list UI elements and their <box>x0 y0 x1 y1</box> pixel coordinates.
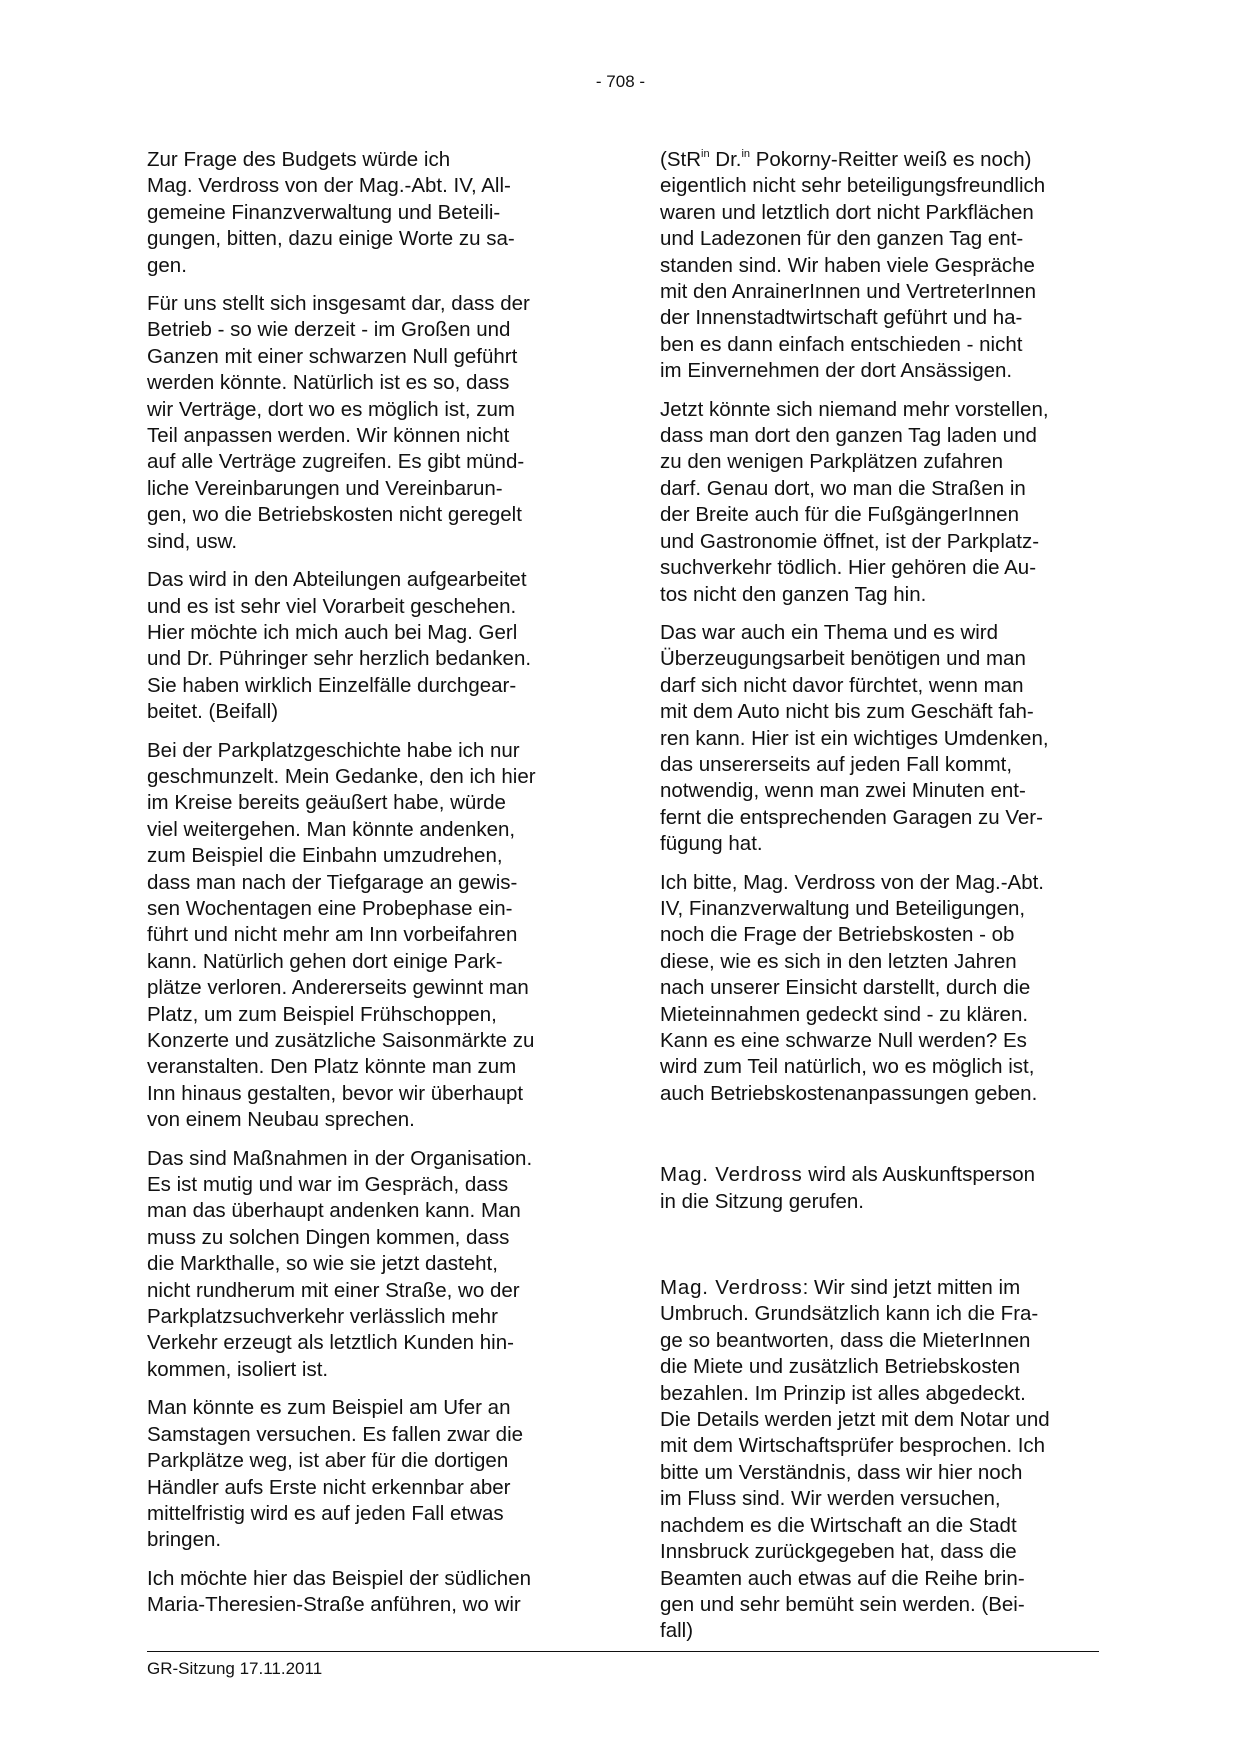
text-line: Betrieb - so wie derzeit - im Großen und <box>147 318 511 342</box>
spacer <box>660 1227 1105 1275</box>
text-line: die Miete und zusätzlich Betriebskosten <box>660 1355 1021 1379</box>
text-line: die Markthalle, so wie sie jetzt dasteht, <box>147 1252 498 1276</box>
text-line: darf. Genau dort, wo man die Straßen in <box>660 476 1026 500</box>
text-line: Für uns stellt sich insgesamt dar, dass der <box>147 292 530 316</box>
text-line: muss zu solchen Dingen kommen, dass <box>147 1225 510 1249</box>
text-line: Bei der Parkplatzgeschichte habe ich nur <box>147 738 520 762</box>
text-line: Innsbruck zurückgegeben hat, dass die <box>660 1540 1017 1564</box>
text-line: Das wird in den Abteilungen aufgearbeitet <box>147 568 527 592</box>
text-line: Ich bitte, Mag. Verdross von der Mag.-Abt. <box>660 870 1044 894</box>
text-line: fall) <box>660 1619 694 1643</box>
statement-verdross <box>660 1275 1105 1645</box>
text-line: im Einvernehmen der dort Ansässigen. <box>660 359 1013 383</box>
text-line: und Gastronomie öffnet, ist der Parkplatz- <box>660 529 1040 553</box>
text-line: darf sich nicht davor fürchtet, wenn man <box>660 673 1024 697</box>
text-fragment: Pokorny-Reitter weiß es noch) <box>750 148 1032 171</box>
text-line: und Dr. Pühringer sehr herzlich bedanken. <box>147 647 532 671</box>
paragraph-rethinking <box>660 620 1105 858</box>
text-fragment: : Wir sind jetzt mitten im <box>802 1276 1021 1300</box>
text-line: bitte um Verständnis, dass wir hier noch <box>660 1460 1023 1484</box>
text-line: Jetzt könnte sich niemand mehr vorstellen, <box>660 397 1049 421</box>
paragraph-black-zero <box>147 291 592 555</box>
paragraph-loading-zones <box>660 397 1105 608</box>
notice-called-in <box>660 1162 1105 1215</box>
paragraph-example-street <box>147 1566 592 1619</box>
text-line: Umbruch. Grundsätzlich kann ich die Fra- <box>660 1302 1039 1326</box>
text-line: noch die Frage der Betriebskosten - ob <box>660 923 1015 947</box>
footer-session-date: GR-Sitzung 17.11.2011 <box>147 1659 323 1678</box>
speaker-name: Mag. Verdross <box>660 1163 803 1187</box>
text-line: der Breite auch für die FußgängerInnen <box>660 503 1019 527</box>
text-line: fernt die entsprechenden Garagen zu Ver- <box>660 805 1043 829</box>
text-line: Konzerte und zusätzliche Saisonmärkte zu <box>147 1029 535 1052</box>
text-line: sen Wochentagen eine Probephase ein- <box>147 896 513 920</box>
text-line: mittelfristig wird es auf jeden Fall etwas <box>147 1501 504 1525</box>
text-line: bringen. <box>147 1528 222 1552</box>
text-line: der Innenstadtwirtschaft geführt und ha- <box>660 306 1023 330</box>
page-number: - 708 - <box>595 72 646 91</box>
text-fragment: (StR <box>660 148 701 171</box>
text-line: sind, usw. <box>147 529 238 553</box>
text-line: man das überhaupt andenken kann. Man <box>147 1199 521 1223</box>
text-line: viel weitergehen. Man könnte andenken, <box>147 817 516 841</box>
text-line: auch Betriebskostenanpassungen geben. <box>660 1081 1038 1105</box>
text-line: Mieteinnahmen gedeckt sind - zu klären. <box>660 1002 1029 1026</box>
left-column <box>147 147 592 1631</box>
right-column <box>660 147 1105 1657</box>
text-line: zum Beispiel die Einbahn umzudrehen, <box>147 844 503 868</box>
text-line: nachdem es die Wirtschaft an die Stadt <box>660 1513 1017 1537</box>
text-line: zu den wenigen Parkplätzen zufahren <box>660 450 1004 474</box>
text-line <box>660 1162 1105 1188</box>
text-line: veranstalten. Den Platz könnte man zum <box>147 1055 517 1079</box>
text-line: beitet. (Beifall) <box>147 700 279 724</box>
text-line: wir Verträge, dort wo es möglich ist, zum <box>147 397 515 421</box>
text-line: mit dem Auto nicht bis zum Geschäft fah- <box>660 700 1034 724</box>
text-line: das unsererseits auf jeden Fall kommt, <box>660 752 1013 776</box>
superscript: in <box>701 148 710 160</box>
text-line: gen, wo die Betriebskosten nicht geregelt <box>147 503 522 527</box>
text-line: plätze verloren. Andererseits gewinnt man <box>147 976 529 1000</box>
paragraph-budget-request <box>147 147 592 279</box>
text-line: ren kann. Hier ist ein wichtiges Umdenken, <box>660 726 1049 750</box>
text-line: ge so beantworten, dass die MieterInnen <box>660 1328 1031 1352</box>
text-line: fügung hat. <box>660 832 763 856</box>
text-line: Parkplätze weg, ist aber für die dortigen <box>147 1449 509 1473</box>
text-line: Beamten auch etwas auf die Reihe brin- <box>660 1566 1025 1590</box>
paragraph-parking <box>147 738 592 1134</box>
text-line: auf alle Verträge zugreifen. Es gibt münd- <box>147 450 525 474</box>
text-line: Man könnte es zum Beispiel am Ufer an <box>147 1396 511 1420</box>
text-line: suchverkehr tödlich. Hier gehören die Au- <box>660 556 1037 580</box>
text-line: Händler aufs Erste nicht erkennbar aber <box>147 1475 511 1499</box>
text-line: Kann es eine schwarze Null werden? Es <box>660 1029 1027 1052</box>
text-line: gemeine Finanzverwaltung und Beteili- <box>147 200 501 224</box>
text-line: kann. Natürlich gehen dort einige Park- <box>147 949 503 973</box>
text-line: bezahlen. Im Prinzip ist alles abgedeckt. <box>660 1381 1026 1405</box>
paragraph-departments <box>147 567 592 725</box>
text-line: werden könnte. Natürlich ist es so, dass <box>147 371 510 395</box>
text-line: eigentlich nicht sehr beteiligungsfreundlich <box>660 174 1046 198</box>
text-line: führt und nicht mehr am Inn vorbeifahren <box>147 923 518 947</box>
text-line: nach unserer Einsicht darstellt, durch die <box>660 976 1031 1000</box>
text-line: Maria-Theresien-Straße anführen, wo wir <box>147 1593 521 1617</box>
text-line: wird zum Teil natürlich, wo es möglich ist, <box>660 1055 1035 1079</box>
text-fragment: Dr. <box>709 148 742 171</box>
text-line: notwendig, wenn man zwei Minuten ent- <box>660 779 1026 803</box>
text-line: standen sind. Wir haben viele Gespräche <box>660 253 1035 277</box>
text-line: Teil anpassen werden. Wir können nicht <box>147 424 510 448</box>
paragraph-operating-costs <box>660 870 1105 1108</box>
text-line <box>660 147 1105 173</box>
text-line: von einem Neubau sprechen. <box>147 1108 415 1132</box>
text-line: und es ist sehr viel Vorarbeit geschehen. <box>147 594 517 618</box>
text-line: IV, Finanzverwaltung und Beteiligungen, <box>660 896 1026 920</box>
text-line: mit den AnrainerInnen und VertreterInnen <box>660 280 1037 304</box>
text-line: Hier möchte ich mich auch bei Mag. Gerl <box>147 620 518 644</box>
text-line: im Kreise bereits geäußert habe, würde <box>147 791 506 815</box>
text-line: gen. <box>147 253 187 277</box>
text-line: tos nicht den ganzen Tag hin. <box>660 582 927 606</box>
text-line: Mag. Verdross von der Mag.-Abt. IV, All- <box>147 174 511 198</box>
text-line: Sie haben wirklich Einzelfälle durchgear- <box>147 673 517 697</box>
text-line: in die Sitzung gerufen. <box>660 1189 864 1213</box>
text-line: diese, wie es sich in den letzten Jahren <box>660 949 1017 973</box>
spacer <box>660 1119 1105 1162</box>
paragraph-continuation <box>660 147 1105 385</box>
text-fragment: wird als Auskunftsperson <box>802 1163 1036 1187</box>
text-line: Verkehr erzeugt als letztlich Kunden hin- <box>147 1331 514 1355</box>
speaker-name: Mag. Verdross <box>660 1276 803 1300</box>
text-line: waren und letztlich dort nicht Parkflächen <box>660 200 1034 224</box>
text-line: kommen, isoliert ist. <box>147 1357 329 1381</box>
text-line: Samstagen versuchen. Es fallen zwar die <box>147 1422 524 1446</box>
text-line: Überzeugungsarbeit benötigen und man <box>660 647 1026 671</box>
text-line: gungen, bitten, dazu einige Worte zu sa- <box>147 227 515 251</box>
text-line: ben es dann einfach entschieden - nicht <box>660 332 1023 356</box>
text-line: Zur Frage des Budgets würde ich <box>147 148 451 171</box>
text-line: mit dem Wirtschaftsprüfer besprochen. Ich <box>660 1434 1046 1458</box>
text-line: und Ladezonen für den ganzen Tag ent- <box>660 227 1024 251</box>
text-line: Inn hinaus gestalten, bevor wir überhaupt <box>147 1081 524 1105</box>
text-line: liche Vereinbarungen und Vereinbarun- <box>147 476 503 500</box>
superscript: in <box>741 148 751 160</box>
text-line: Die Details werden jetzt mit dem Notar und <box>660 1408 1050 1432</box>
text-line: Parkplatzsuchverkehr verlässlich mehr <box>147 1305 498 1329</box>
text-line: geschmunzelt. Mein Gedanke, den ich hier <box>147 764 536 788</box>
text-line: Ich möchte hier das Beispiel der südlichen <box>147 1566 532 1590</box>
text-line: Ganzen mit einer schwarzen Null geführt <box>147 344 518 368</box>
text-line: Es ist mutig und war im Gespräch, dass <box>147 1173 509 1197</box>
text-line: Das sind Maßnahmen in der Organisation. <box>147 1146 533 1170</box>
paragraph-saturday-trial <box>147 1395 592 1553</box>
text-line: dass man dort den ganzen Tag laden und <box>660 424 1037 448</box>
footer-divider <box>147 1651 1099 1652</box>
text-line: Das war auch ein Thema und es wird <box>660 620 999 644</box>
text-line: Platz, um zum Beispiel Frühschoppen, <box>147 1002 497 1026</box>
text-line <box>660 1275 1105 1301</box>
text-line: nicht rundherum mit einer Straße, wo der <box>147 1278 520 1302</box>
text-line: gen und sehr bemüht sein werden. (Bei- <box>660 1592 1025 1616</box>
paragraph-organisation <box>147 1146 592 1384</box>
text-line: dass man nach der Tiefgarage an gewis- <box>147 870 518 894</box>
text-line: im Fluss sind. Wir werden versuchen, <box>660 1487 1001 1511</box>
